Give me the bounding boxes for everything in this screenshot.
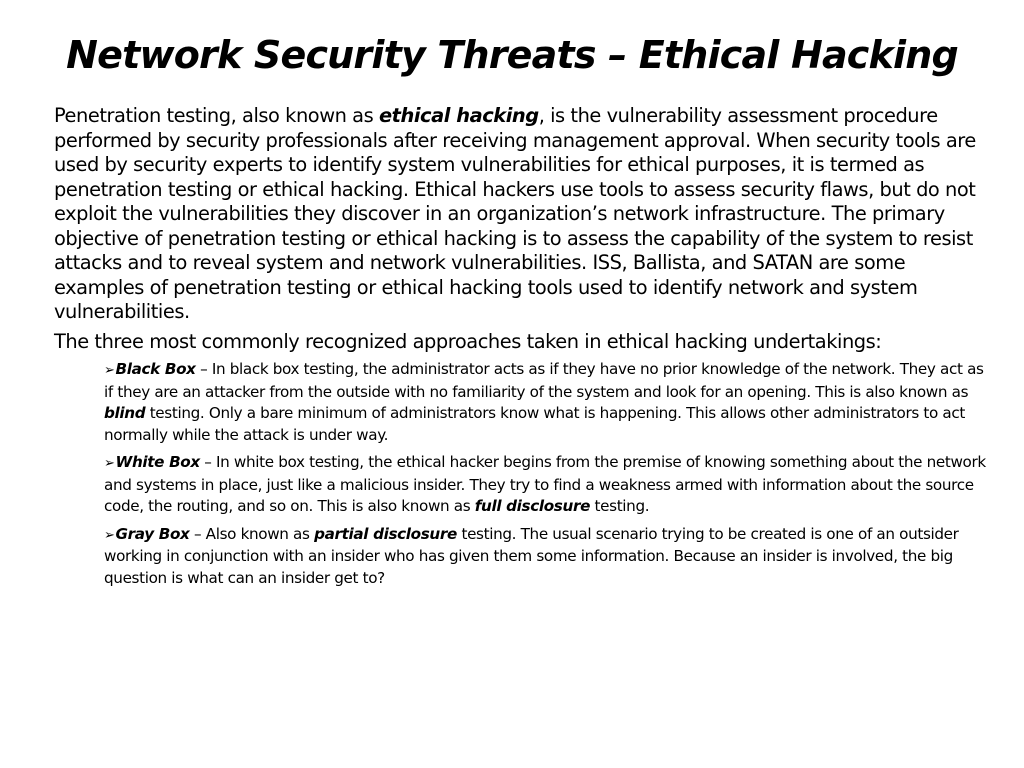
bullet-text: testing.: [590, 497, 650, 515]
intro-paragraph: [54, 104, 990, 325]
bullet-text: – In black box testing, the administrator acts as if they have no prior knowledge of the network. They act as if they are an attacker from the outside with no familiarity of the system and look for an opening. This is also known as: [104, 360, 984, 401]
slide-body: [54, 104, 990, 595]
approaches-list: [54, 359, 990, 589]
bullet-term: Black Box: [115, 360, 196, 378]
bullet-emphasis: blind: [104, 404, 146, 422]
bullet-emphasis: full disclosure: [474, 497, 591, 515]
approaches-paragraph: The three most commonly recognized approaches taken in ethical hacking undertakings:: [54, 329, 882, 353]
bullet-text: – In white box testing, the ethical hacker begins from the premise of knowing something about the network and systems in place, just like a malicious insider. They try to find a weakness armed with information about the source code, the routing, and so on. This is also known as: [104, 453, 986, 515]
bullet-text: testing. Only a bare minimum of administrators know what is happening. This allows other administrators to act normally while the attack is under way.: [104, 404, 965, 444]
arrow-bullet-icon: ➢: [104, 527, 115, 543]
bullet-term: Gray Box: [115, 524, 190, 543]
slide-title: Network Security Threats – Ethical Hacking: [66, 33, 958, 77]
bullet-text: testing. The usual scenario trying to be created is one of an outsider working in conjunction with an insider who has given them some information. Because an insider is involved, the big question is what can an insider get to?: [104, 524, 959, 587]
intro-emphasis: ethical hacking: [378, 104, 539, 127]
bullet-emphasis: partial disclosure: [314, 524, 457, 543]
arrow-bullet-icon: ➢: [104, 456, 115, 471]
bullet-term: White Box: [115, 453, 200, 471]
intro-text-before: Penetration testing, also known as: [54, 104, 379, 127]
arrow-bullet-icon: ➢: [104, 363, 115, 378]
intro-text-after: , is the vulnerability assessment procedure performed by security professionals after receiving management approval. When security tools are used by security experts to identify system vulnerabilities for ethical purposes, it is termed as penetration testing or ethical hacking. Ethical hackers use tools to assess security flaws, but do not exploit the vulnerabilities they discover in an organization’s network infrastructure. The primary objective of penetration testing or ethical hacking is to assess the capability of the system to resist attacks and to reveal system and network vulnerabilities. ISS, Ballista, and SATAN are some examples of penetration testing or ethical hacking tools used to identify network and system vulnerabilities.: [54, 104, 976, 323]
list-item-gray-box: [104, 524, 994, 590]
bullet-text: – Also known as: [189, 524, 315, 543]
list-item-black-box: [104, 359, 994, 446]
list-item-white-box: [104, 452, 994, 518]
